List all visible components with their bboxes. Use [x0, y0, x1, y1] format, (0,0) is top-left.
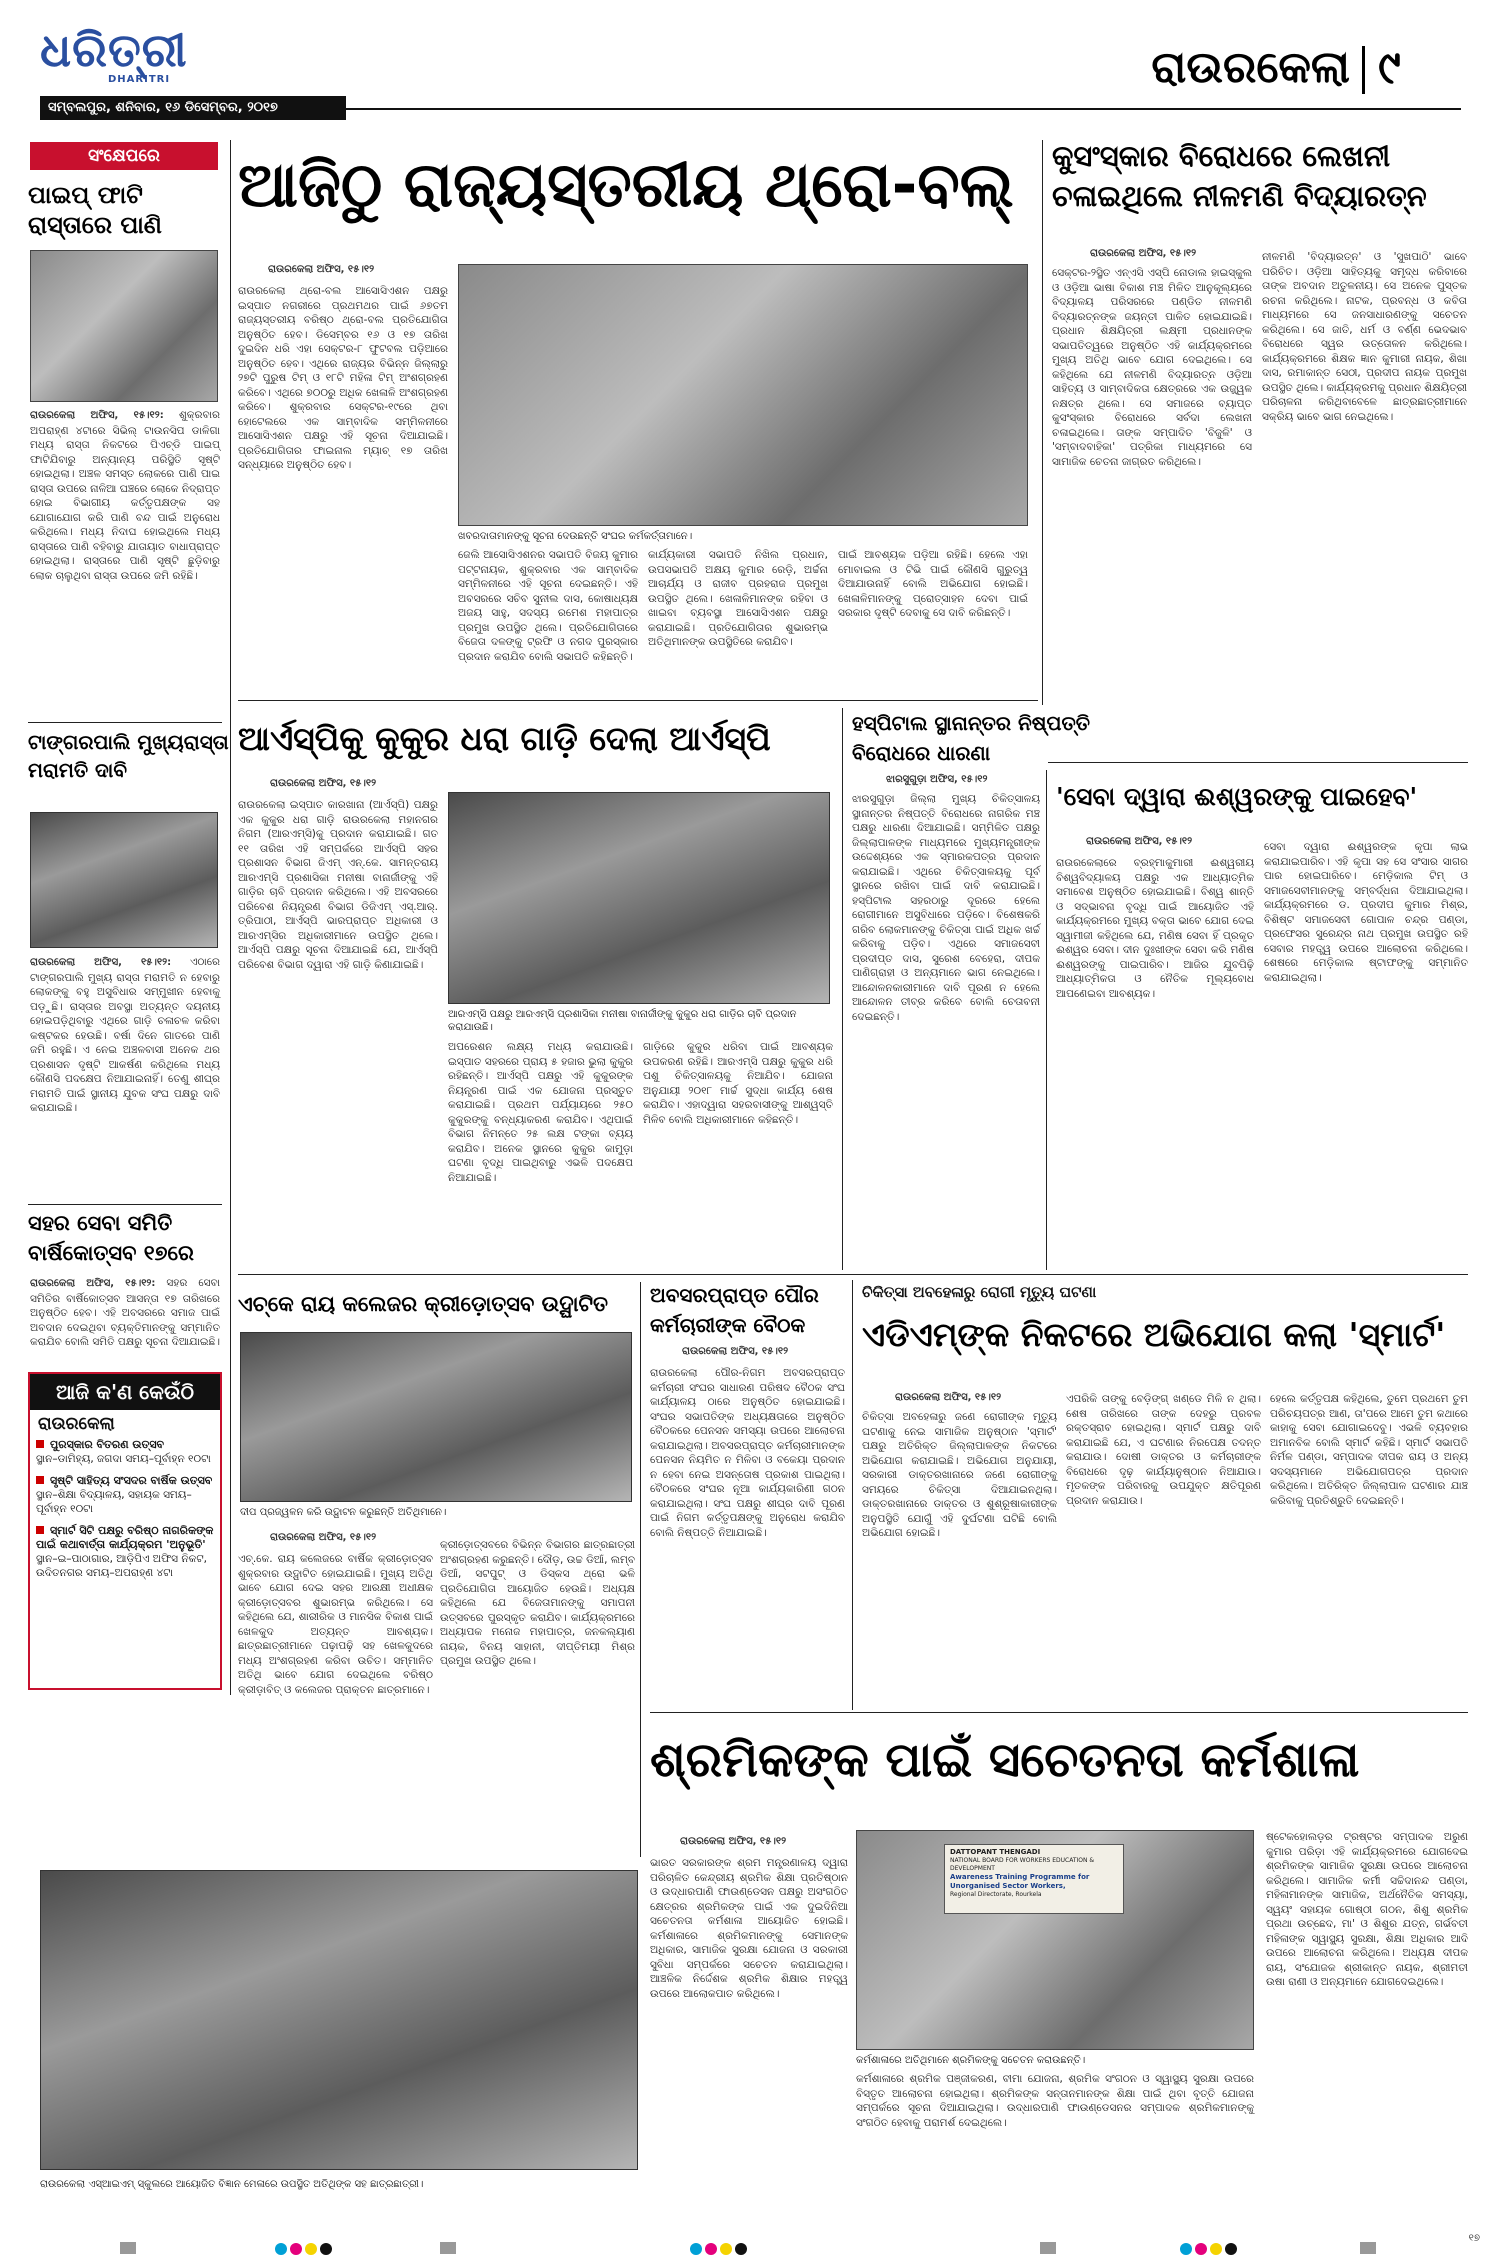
event-detail: ସ୍ଥାନ–ଇ–ପାଠାଗାର, ଆଡ଼ିପିଏ ଅଫିସ ନିକଟ, ଉଦିତନଗର ସମୟ–ଅପରାହ୍ଣ ୪ଟା [36, 1553, 207, 1579]
bullet-icon [36, 1526, 44, 1534]
briefs-tag [30, 142, 218, 170]
science-fair-photo [40, 1870, 638, 2170]
rsp-caption: ଆରଏମ୍ସି ପକ୍ଷରୁ ଆରଏମ୍ସି ପ୍ରଶାସିକା ମନୀଷା ବାନାର୍ଜୀଙ୍କୁ କୁକୁର ଧରା ଗାଡ଼ିର ଚାବି ପ୍ରଦାନ କରାଯାଉଛି। [448, 1009, 797, 1033]
brief-headline-line1: ପାଇପ୍ ଫାଟି [28, 181, 143, 209]
event-item [36, 1474, 214, 1516]
hospital-headline-line1: ହସ୍ପିଟାଲ ସ୍ଥାନାନ୍ତର ନିଷ୍ପତ୍ତି [852, 711, 1091, 735]
banner-line2: Awareness Training Programme for [950, 1873, 1090, 1881]
hcroy-body-col2: କ୍ରୀଡ଼ୋତ୍ସବରେ ବିଭିନ୍ନ ବିଭାଗର ଛାତ୍ରଛାତ୍ରୀ ଅଂଶଗ୍ରହଣ କରୁଛନ୍ତି। ଦୌଡ଼, ଉଚ୍ଚ ଡିଆଁ, ଲମ୍ବ ଡିଆଁ, ସଟପୁଟ୍ ଓ ଡିସ୍କସ ଥ୍ରୋ ଭଳି ପ୍ରତିଯୋଗିତା ଆୟୋଜିତ ହେଉଛି। ଅଧ୍ୟକ୍ଷ କହିଥିଲେ ଯେ ବିଜେତାମାନଙ୍କୁ ସମାପନୀ ଉତ୍ସବରେ ପୁରସ୍କୃତ କରାଯିବ। କାର୍ଯ୍ୟକ୍ରମରେ ଅଧ୍ୟାପକ ମନୋଜ ମହାପାତ୍ର, ଜନକଲ୍ୟାଣ ନାୟକ, ବିନୟ ସାହାନୀ, ଦୀପ୍ତିମୟୀ ମିଶ୍ର ପ୍ରମୁଖ ଉପସ୍ଥିତ ଥିଲେ। [440, 1539, 635, 1667]
workers-headline-block [650, 1720, 1468, 1800]
bullet-icon [36, 1440, 44, 1448]
sidebar-rule [28, 722, 222, 723]
brief-road-repair [28, 728, 228, 784]
seva-headline-block [1056, 772, 1468, 822]
masthead-logo-block [40, 22, 270, 100]
column-rule [852, 1280, 853, 1710]
brief-samiti [28, 1208, 228, 1268]
rsp-headline-block [238, 708, 843, 770]
column-rule [1042, 140, 1043, 705]
hcroy-headline-block [238, 1282, 636, 1326]
rsp-body-col3: ଗାଡ଼ିରେ କୁକୁର ଧରିବା ପାଇଁ ଆବଶ୍ୟକ ଉପକରଣ ରହିଛି। ଆରଏମ୍ସି ପକ୍ଷରୁ କୁକୁର ଧରି ପଶୁ ଚିକିତ୍ସାଳୟକୁ ନିଆଯିବ। ଯୋଜନା ଅନୁଯାୟୀ ୨୦୧୮ ମାର୍ଚ୍ଚ ସୁଦ୍ଧା କାର୍ଯ୍ୟ ଶେଷ କରାଯିବ। ଏହାଦ୍ୱାରା ସହରବାସୀଙ୍କୁ ଆଶ୍ୱସ୍ତି ମିଳିବ ବୋଲି ଅଧିକାରୀମାନେ କହିଛନ୍ତି। [643, 1041, 833, 1126]
rsp-body-col2: ଅପରେଶନ ଲକ୍ଷ୍ୟ ମଧ୍ୟ କରାଯାଉଛି। ଇସ୍ପାତ ସହରରେ ପ୍ରାୟ ୫ ହଜାର ଭୁଲା କୁକୁର ରହିଛନ୍ତି। ଆର୍ଏସ୍ପି ପକ୍ଷରୁ ଏହି କୁକୁରଙ୍କ ନିୟନ୍ତ୍ରଣ ପାଇଁ ଏକ ଯୋଜନା ପ୍ରସ୍ତୁତ କରାଯାଇଛି। ପ୍ରଥମ ପର୍ଯ୍ୟାୟରେ ୨୫୦ କୁକୁରଙ୍କୁ ବନ୍ଧ୍ୟାକରଣ କରାଯିବ। ଏଥିପାଇଁ ବିଭାଗ ନିମନ୍ତେ ୨୫ ଲକ୍ଷ ଟଙ୍କା ବ୍ୟୟ କରାଯିବ। ଅନେକ ସ୍ଥାନରେ କୁକୁର କାମୁଡ଼ା ଘଟଣା ବୃଦ୍ଧି ପାଇଥିବାରୁ ଏଭଳି ପଦକ୍ଷେପ ନିଆଯାଇଛି। [448, 1041, 633, 1184]
brief-samiti-body [30, 1276, 220, 1360]
brief-body: ଶୁକ୍ରବାର ଅପରାହ୍ଣ ୪ଟାରେ ସିଭିଲ୍ ଟାଉନସିପ ଡାଳିଗା ମଧ୍ୟ ରାସ୍ତା ନିକଟରେ ପିଏଚ୍ଡି ପାଇପ୍ ଫାଟିଯିବାରୁ ଅନ୍ୟାନ୍ୟ ପରିସ୍ଥିତି ସୃଷ୍ଟି ହୋଇଥିଲା। ଅଞ୍ଚଳ ସମସ୍ତ ଲୋକରେ ପାଣି ପାଇ ରାସ୍ତା ଉପରେ ନାଳିଆ ଘଞ୍ଚରେ ଲୋକେ ନିଦ୍ରାପ୍ତ ହୋଇ ବିଭାଗୀୟ କର୍ତ୍ତୃପକ୍ଷଙ୍କ ସହ ଯୋଗାଯୋଗ କରି ପାଣି ବନ୍ଦ ପାଇଁ ଅନୁରୋଧ କରିଥିଲେ। ମଧ୍ୟ ନିଦାଘ ହୋଇଥିଲେ ମଧ୍ୟ ରାସ୍ତାରେ ପାଣି ବହିବାରୁ ଯାତାୟାତ ବାଧାପ୍ରାପ୍ତ ହୋଇଥିଲା। ରାସ୍ତାରେ ପାଣି ସୃଷ୍ଟି ଛୁଡ଼ିବାରୁ ଲୋକ ଚାଲୁଥିବା ରାସ୍ତା ଉପରେ ଜମି ରହିଛି। [30, 409, 220, 582]
reg-mark-icon [1360, 2242, 1376, 2254]
superstition-headline-line1: କୁସଂସ୍କାର ବିରୋଧରେ ଲେଖନୀ [1052, 139, 1391, 173]
brief-dateline: ରାଉରକେଲା ଅଫିସ, ୧୫।୧୨: [30, 957, 172, 968]
hospital-headline-block [852, 708, 1091, 768]
throwball-body-col2: ଜେଲି ଆସୋସିଏଶନର ସଭାପତି ବିଜୟ କୁମାର ପଟ୍ଟନାୟକ, ଶୁକ୍ରବାର ଏକ ସାମ୍ବାଦିକ ସମ୍ମିଳନୀରେ ଏହି ସୂଚନା ଦେଇଛନ୍ତି। ଏହି ଅବସରରେ ସଚିବ ସୁନୀଲ ଦାସ, କୋଷାଧ୍ୟକ୍ଷ ଅଜୟ ସାହୁ, ସଦସ୍ୟ ରମେଶ ମହାପାତ୍ର ପ୍ରମୁଖ ଉପସ୍ଥିତ ଥିଲେ। ପ୍ରତିଯୋଗିତାରେ ବିଜେତା ଦଳଙ୍କୁ ଟ୍ରଫି ଓ ନଗଦ ପୁରସ୍କାର ପ୍ରଦାନ କରାଯିବ ବୋଲି ସଭାପତି କହିଛନ୍ତି। [458, 549, 638, 663]
hcroy-headline: ଏଚ୍କେ ରାୟ କଲେଜର କ୍ରୀଡ଼ୋତ୍ସବ ଉଦ୍ଘାଟିତ [238, 1292, 609, 1316]
brief-dateline: ରାଉରକେଲା ଅଫିସ, ୧୫।୧୨: [30, 410, 164, 421]
brief-body: ଏଠାରେ ଟାଙ୍ଗରପାଲି ମୁଖ୍ୟ ରାସ୍ତା ମରାମତି ନ ହେବାରୁ ଲୋକଙ୍କୁ ବହୁ ଅସୁବିଧାର ସମ୍ମୁଖୀନ ହେବାକୁ ପଡ଼ୁଛି। ରାସ୍ତାର ଅବସ୍ଥା ଅତ୍ୟନ୍ତ ଦୟନୀୟ ହୋଇପଡ଼ିଥିବାରୁ ଏଥିରେ ଗାଡ଼ି ଚଳାଚଳ କରିବା କଷ୍ଟକର ହେଉଛି। ବର୍ଷା ଦିନେ ଗାତରେ ପାଣି ଜମି ରହୁଛି। ଏ ନେଇ ଅଞ୍ଚଳବାସୀ ଅନେକ ଥର ପ୍ରଶାସନ ଦୃଷ୍ଟି ଆକର୍ଷଣ କରିଥିଲେ ମଧ୍ୟ କୌଣସି ପଦକ୍ଷେପ ନିଆଯାଇନାହିଁ। ତେଣୁ ଶୀଘ୍ର ମରାମତି ପାଇଁ ସ୍ଥାନୀୟ ଯୁବକ ସଂଘ ପକ୍ଷରୁ ଦାବି କରାଯାଇଛି। [30, 956, 220, 1114]
reg-mark-icon [440, 2242, 456, 2254]
brief-headline-line1: ସହର ସେବା ସମିତି [28, 1211, 173, 1235]
story-rule [1048, 762, 1468, 763]
workers-body-col1: ଭାରତ ସରକାରଙ୍କ ଶ୍ରମ ମନ୍ତ୍ରଣାଳୟ ଦ୍ୱାରା ପରିଚାଳିତ କେନ୍ଦ୍ରୀୟ ଶ୍ରମିକ ଶିକ୍ଷା ପ୍ରତିଷ୍ଠାନ ଓ ଉଦ୍ଧାରପାଣି ଫାଉଣ୍ଡେସନ ପକ୍ଷରୁ ଅସଂଗଠିତ କ୍ଷେତ୍ରର ଶ୍ରମିକଙ୍କ ପାଇଁ ଏକ ଦୁଇଦିନିଆ ସଚେତନତା କର୍ମଶାଳା ଆୟୋଜିତ ହୋଇଛି। କର୍ମଶାଳାରେ ଶ୍ରମିକମାନଙ୍କୁ ସେମାନଙ୍କ ଅଧିକାର, ସାମାଜିକ ସୁରକ୍ଷା ଯୋଜନା ଓ ସରକାରୀ ସୁବିଧା ସମ୍ପର୍କରେ ସଚେତନ କରାଯାଇଥିଲା। ଆଞ୍ଚଳିକ ନିର୍ଦ୍ଦେଶକ ଶ୍ରମିକ ଶିକ୍ଷାର ମହତ୍ତ୍ୱ ଉପରେ ଆଲୋକପାତ କରିଥିଲେ। [650, 1857, 848, 2000]
story-rule [238, 1274, 1468, 1275]
color-dots-icon [275, 2240, 335, 2259]
seva-body-col1: ରାଉରକେଲାରେ ବ୍ରହ୍ମାକୁମାରୀ ଈଶ୍ୱରୀୟ ବିଶ୍ୱବିଦ୍ୟାଳୟ ପକ୍ଷରୁ ଏକ ଆଧ୍ୟାତ୍ମିକ ସମାବେଶ ଅନୁଷ୍ଠିତ ହୋଇଯାଇଛି। ବିଶ୍ୱ ଶାନ୍ତି ଓ ସଦ୍ଭାବନା ବୃଦ୍ଧି ପାଇଁ ଆୟୋଜିତ ଏହି କାର୍ଯ୍ୟକ୍ରମରେ ମୁଖ୍ୟ ବକ୍ତା ଭାବେ ଯୋଗ ଦେଇ ସ୍ୱାମୀଜୀ କହିଥିଲେ ଯେ, ମଣିଷ ସେବା ହିଁ ପ୍ରକୃତ ଈଶ୍ୱର ସେବା। ଦୀନ ଦୁଃଖୀଙ୍କ ସେବା କରି ମଣିଷ ଈଶ୍ୱରଙ୍କୁ ପାଇପାରିବ। ଆଜିର ଯୁବପିଢ଼ି ଆଧ୍ୟାତ୍ମିକତା ଓ ନୈତିକ ମୂଲ୍ୟବୋଧ ଆପଣେଇବା ଆବଶ୍ୟକ। [1056, 857, 1254, 1000]
science-fair-caption: ରାଉରକେଲା ଏସ୍ଆଇଏମ୍ ସ୍କୁଲରେ ଆୟୋଜିତ ବିଜ୍ଞାନ ମେଳାରେ ଉପସ୍ଥିତ ଅତିଥିଙ୍କ ସହ ଛାତ୍ରଛାତ୍ରୀ। [40, 2179, 424, 2190]
column-rule [842, 708, 843, 1270]
story-rule [238, 700, 1038, 701]
throwball-body-col1: ରାଉରକେଲା ଥ୍ରୋ-ବଲ ଆସୋସିଏଶନ ପକ୍ଷରୁ ଇସ୍ପାତ ନଗରୀରେ ପ୍ରଥମଥର ପାଇଁ ୬୭ତମ ରାଜ୍ୟସ୍ତରୀୟ ବରିଷ୍ଠ ଥ୍ରୋ-ବଲ ପ୍ରତିଯୋଗିତା ଅନୁଷ୍ଠିତ ହେବ। ଡିସେମ୍ବର ୧୬ ଓ ୧୭ ତାରିଖ ଦୁଇଦିନ ଧରି ଏହା ସେକ୍ଟର-୮ ଫୁଟବଲ ପଡ଼ିଆରେ ଅନୁଷ୍ଠିତ ହେବ। ଏଥିରେ ରାଜ୍ୟର ବିଭିନ୍ନ ଜିଲ୍ଲାରୁ ୨୭ଟି ପୁରୁଷ ଟିମ୍ ଓ ୧୮ଟି ମହିଳା ଟିମ୍ ଅଂଶଗ୍ରହଣ କରିବେ। ଏଥିରେ ୭୦୦ରୁ ଅଧିକ ଖେଳାଳି ଅଂଶଗ୍ରହଣ କରିବେ। ଶୁକ୍ରବାର ସେକ୍ଟର-୧୯ରେ ଥିବା ହୋଟେଲରେ ଏକ ସାମ୍ବାଦିକ ସମ୍ମିଳନୀରେ ଆସୋସିଏଶନ ପକ୍ଷରୁ ଏହି ସୂଚନା ଦିଆଯାଇଛି। ପ୍ରତିଯୋଗିତାର ଫାଇନାଲ ମ୍ୟାଚ୍ ୧୭ ତାରିଖ ସନ୍ଧ୍ୟାରେ ଅନୁଷ୍ଠିତ ହେବ। [238, 285, 448, 471]
superstition-headline-block [1052, 136, 1472, 216]
brief-pipe-burst [28, 180, 228, 240]
smart-kicker [862, 1282, 1262, 1301]
dateline-bar [40, 96, 346, 120]
brief-road-repair-body [30, 955, 220, 1200]
hcroy-caption: ଦୀପ ପ୍ରଜ୍ୱଳନ କରି ଉଦ୍ଘାଟନ କରୁଛନ୍ତି ଅତିଥିମାନେ। [240, 1507, 447, 1518]
throwball-headline-block [238, 130, 1043, 240]
rsp-dateline: ରାଉରକେଲା ଅଫିସ, ୧୫।୧୨ [270, 778, 377, 789]
section-title-block [1050, 38, 1350, 98]
page-number-block [1378, 36, 1458, 98]
newspaper-logo-sub: DHARITRI [108, 74, 171, 85]
event-name: ସ୍ମାର୍ଟ ସିଟି ପକ୍ଷରୁ ବରିଷ୍ଠ ନାଗରିକଙ୍କ ପାଇଁ କଥାବାର୍ତ୍ତା କାର୍ଯ୍ୟକ୍ରମ 'ଅନୁଭୂତି' [36, 1524, 214, 1551]
throwball-caption: ଖବରଦାତାମାନଙ୍କୁ ସୂଚନା ଦେଉଛନ୍ତି ସଂଘର କର୍ମକର୍ତ୍ତାମାନେ। [458, 531, 693, 542]
event-name: ପୁରସ୍କାର ବିତରଣ ଉତ୍ସବ [50, 1438, 165, 1451]
banner-line4: Regional Directorate, Rourkela [950, 1891, 1042, 1898]
rsp-body-col1: ରାଉରକେଲା ଇସ୍ପାତ କାରଖାନା (ଆର୍ଏସ୍ପି) ପକ୍ଷରୁ ଏକ କୁକୁର ଧରା ଗାଡ଼ି ରାଉରକେଲା ମହାନଗର ନିଗମ (ଆରଏମ୍ସି)କୁ ପ୍ରଦାନ କରାଯାଇଛି। ଗତ ୧୧ ତାରିଖ ଏହି ସମ୍ପର୍କରେ ଆର୍ଏସ୍ପି ସହର ପ୍ରଶାସନ ବିଭାଗ ଜିଏମ୍ ଏନ୍.କେ. ସାମନ୍ତରାୟ ଆରଏମ୍ସି ପ୍ରଶାସିକା ମନୀଷା ବାନାର୍ଜୀଙ୍କୁ ଏହି ଗାଡ଼ିର ଚାବି ପ୍ରଦାନ କରିଥିଲେ। ଏହି ଅବସରରେ ପରିବେଶ ନିୟନ୍ତ୍ରଣ ବିଭାଗ ଡିଜିଏମ୍ ଏସ୍.ଆର୍. ତ୍ରିପାଠୀ, ଆର୍ଏସ୍ପି ଭାରପ୍ରାପ୍ତ ଅଧିକାରୀ ଓ ଆରଏମ୍ସିର ଅଧିକାରୀମାନେ ଉପସ୍ଥିତ ଥିଲେ। ଆର୍ଏସ୍ପି ପକ୍ଷରୁ ସୂଚନା ଦିଆଯାଇଛି ଯେ, ଆର୍ଏସ୍ପି ପରିବେଶ ବିଭାଗ ଦ୍ୱାରା ଏହି ଗାଡ଼ି କିଣାଯାଇଛି। [238, 799, 438, 971]
workers-body-col3: ଷ୍ଟେକହୋଲଡ଼ର ଟ୍ରଷ୍ଟର ସମ୍ପାଦକ ଅରୁଣ କୁମାର ପରିଡ଼ା ଏହି କାର୍ଯ୍ୟକ୍ରମରେ ଯୋଗଦେଇ ଶ୍ରମିକଙ୍କ ସାମାଜିକ ସୁରକ୍ଷା ଉପରେ ଆଲୋଚନା କରିଥିଲେ। ସାମାଜିକ କର୍ମୀ ସଚ୍ଚିଦାନନ୍ଦ ପଣ୍ଡା, ମହିଳାମାନଙ୍କ ସାମାଜିକ, ଅର୍ଥନୈତିକ ସମସ୍ୟା, ସ୍ୱୟଂ ସହାୟକ ଗୋଷ୍ଠୀ ଗଠନ, ଶିଶୁ ଶ୍ରମିକ ପ୍ରଥା ଉଚ୍ଛେଦ, ମା' ଓ ଶିଶୁର ଯତ୍ନ, ଗର୍ଭବତୀ ମହିଳାଙ୍କ ସ୍ୱାସ୍ଥ୍ୟ ସୁରକ୍ଷା, ଶିକ୍ଷା ଅଧିକାର ଆଦି ଉପରେ ଆଲୋଚନା କରିଥିଲେ। ଅଧ୍ୟକ୍ଷ ଦୀପକ ରାୟ, ସଂଯୋଜକ ଶ୍ରୀକାନ୍ତ ନାୟକ, ଶ୍ରୀମତୀ ଉଷା ରାଣୀ ଓ ଅନ୍ୟମାନେ ଯୋଗଦେଇଥିଲେ। [1266, 1831, 1468, 1988]
brief-dateline: ରାଉରକେଲା ଅଫିସ, ୧୫।୧୨: [30, 1278, 156, 1289]
banner-title: DATTOPANT THENGADI [950, 1848, 1041, 1856]
column-rule [230, 140, 231, 1695]
events-list [30, 1438, 220, 1580]
brief-headline-line1: ଟାଙ୍ଗରପାଲି ମୁଖ୍ୟରାସ୍ତା [28, 730, 229, 754]
footer-page-ref-text: ୧୭ [1468, 2233, 1480, 2244]
color-dots-icon [690, 2240, 750, 2259]
smart-kicker-text: ଚିକିତ୍ସା ଅବହେଳାରୁ ରୋଗୀ ମୃତ୍ୟୁ ଘଟଣା [862, 1283, 1097, 1301]
section-title: ରାଉରକେଲା [1151, 42, 1350, 93]
throwball-body-col3: କାର୍ଯ୍ୟକାରୀ ସଭାପତି ନିଖିଲ ପ୍ରଧାନ, ଉପସଭାପତି ଅକ୍ଷୟ କୁମାର ରେଡ଼ି, ଅର୍ଚ୍ଚନା ଆଚାର୍ଯ୍ୟ ଓ ରାଜୀବ ପ୍ରହରାଜ ପ୍ରମୁଖ ଉପସ୍ଥିତ ଥିଲେ। ଖେଳାଳିମାନଙ୍କ ରହିବା ଓ ଖାଇବା ବ୍ୟବସ୍ଥା ଆସୋସିଏଶନ ପକ୍ଷରୁ କରାଯାଇଛି। ପ୍ରତିଯୋଗିତାର ଶୁଭାରମ୍ଭ ଅତିଥିମାନଙ୍କ ଉପସ୍ଥିତିରେ କରାଯିବ। [648, 549, 828, 648]
seva-headline: 'ସେବା ଦ୍ୱାରା ଈଶ୍ୱରଙ୍କୁ ପାଇହେବ' [1056, 782, 1418, 811]
smart-headline-block [862, 1304, 1468, 1366]
pensioners-dateline: ରାଉରକେଲା ଅଫିସ, ୧୫।୧୨ [682, 1346, 789, 1357]
event-item [36, 1524, 214, 1580]
seva-dateline: ରାଉରକେଲା ଅଫିସ, ୧୫।୧୨ [1086, 836, 1193, 847]
event-item [36, 1438, 214, 1466]
hcroy-body-col1: ଏଚ୍.କେ. ରାୟ କଲେଜରେ ବାର୍ଷିକ କ୍ରୀଡ଼ୋତ୍ସବ ଶୁକ୍ରବାର ଉଦ୍ଘାଟିତ ହୋଇଯାଇଛି। ମୁଖ୍ୟ ଅତିଥି ଭାବେ ଯୋଗ ଦେଇ ସହର ଆରକ୍ଷୀ ଅଧୀକ୍ଷକ କ୍ରୀଡ଼ୋତ୍ସବର ଶୁଭାରମ୍ଭ କରିଥିଲେ। ସେ କହିଥିଲେ ଯେ, ଶାରୀରିକ ଓ ମାନସିକ ବିକାଶ ପାଇଁ ଖେଳକୁଦ ଅତ୍ୟନ୍ତ ଆବଶ୍ୟକ। ଛାତ୍ରଛାତ୍ରୀମାନେ ପଢ଼ାପଢ଼ି ସହ ଖେଳକୁଦରେ ମଧ୍ୟ ଅଂଶଗ୍ରହଣ କରିବା ଉଚିତ। ସମ୍ମାନିତ ଅତିଥି ଭାବେ ଯୋଗ ଦେଇଥିଲେ ବରିଷ୍ଠ କ୍ରୀଡ଼ାବିତ୍ ଓ କଲେଜର ପ୍ରାକ୍ତନ ଛାତ୍ରମାନେ। [238, 1553, 433, 1696]
smart-body-col1: ଚିକିତ୍ସା ଅବହେଳାରୁ ଜଣେ ରୋଗୀଙ୍କ ମୃତ୍ୟୁ ଘଟଣାକୁ ନେଇ ସାମାଜିକ ଅନୁଷ୍ଠାନ 'ସ୍ମାର୍ଟ' ପକ୍ଷରୁ ଅତିରିକ୍ତ ଜିଲ୍ଲାପାଳଙ୍କ ନିକଟରେ ଅଭିଯୋଗ କରାଯାଇଛି। ଅଭିଯୋଗ ଅନୁଯାୟୀ, ସରକାରୀ ଡାକ୍ତରଖାନାରେ ଜଣେ ରୋଗୀଙ୍କୁ ସମୟରେ ଚିକିତ୍ସା ଦିଆଯାଇନଥିଲା। ଡାକ୍ତରଖାନାରେ ଡାକ୍ତର ଓ ଶୁଶ୍ରୂଷାକାରୀଙ୍କ ଅନୁପସ୍ଥିତି ଯୋଗୁଁ ଏହି ଦୁର୍ଘଟଣା ଘଟିଛି ବୋଲି ଅଭିଯୋଗ ହୋଇଛି। [862, 1411, 1057, 1539]
banner-line1: NATIONAL BOARD FOR WORKERS EDUCATION & DEVELOPMENT [950, 1857, 1095, 1872]
events-city: ରାଉରକେଲା [38, 1414, 115, 1434]
workers-body-col2: କର୍ମଶାଳାରେ ଶ୍ରମିକ ପଞ୍ଜୀକରଣ, ବୀମା ଯୋଜନା, ଶ୍ରମିକ ସଂଗଠନ ଓ ସ୍ୱାସ୍ଥ୍ୟ ସୁରକ୍ଷା ଉପରେ ବିସ୍ତୃତ ଆଲୋଚନା ହୋଇଥିଲା। ଶ୍ରମିକଙ୍କ ସନ୍ତାନମାନଙ୍କ ଶିକ୍ଷା ପାଇଁ ଥିବା ବୃତ୍ତି ଯୋଜନା ସମ୍ପର୍କରେ ସୂଚନା ଦିଆଯାଇଥିଲା। ଉଦ୍ଧାରପାଣି ଫାଉଣ୍ଡେସନର ସମ୍ପାଦକ ଶ୍ରମିକମାନଙ୍କୁ ସଂଗଠିତ ହେବାକୁ ପରାମର୍ଶ ଦେଇଥିଲେ। [856, 2073, 1254, 2129]
superstition-body-col1: ସେକ୍ଟର-୨ସ୍ଥିତ ଏନ୍ଏସି ଏସ୍ପି ନୋଡାଲ ହାଇସ୍କୁଲ ଓ ଓଡ଼ିଆ ଭାଷା ବିକାଶ ମଞ୍ଚ ମିଳିତ ଆନୁକୂଲ୍ୟରେ ବିଦ୍ୟାଳୟ ପରିସରରେ ପଣ୍ଡିତ ନୀଳମଣି ବିଦ୍ୟାରତ୍ନଙ୍କ ଜୟନ୍ତୀ ପାଳିତ ହୋଇଯାଇଛି। ପ୍ରଧାନ ଶିକ୍ଷୟିତ୍ରୀ ଲକ୍ଷ୍ମୀ ପ୍ରଧାନଙ୍କ ସଭାପତିତ୍ୱରେ ଅନୁଷ୍ଠିତ ଏହି କାର୍ଯ୍ୟକ୍ରମରେ ମୁଖ୍ୟ ଅତିଥି ଭାବେ ଯୋଗ ଦେଇଥିଲେ। ସେ କହିଥିଲେ ଯେ ନୀଳମଣି ବିଦ୍ୟାରତ୍ନ ଓଡ଼ିଆ ସାହିତ୍ୟ ଓ ସାମ୍ବାଦିକତା କ୍ଷେତ୍ରରେ ଏକ ଉଜ୍ଜ୍ୱଳ ନକ୍ଷତ୍ର ଥିଲେ। ସେ ସମାଜରେ ବ୍ୟାପ୍ତ କୁସଂସ୍କାର ବିରୋଧରେ ସର୍ବଦା ଲେଖନୀ ଚଳାଇଥିଲେ। ତାଙ୍କ ସମ୍ପାଦିତ 'ବିଜୁଳି' ଓ 'ସମ୍ବାଦବାହିକା' ପତ୍ରିକା ମାଧ୍ୟମରେ ସେ ସାମାଜିକ ଚେତନା ଜାଗ୍ରତ କରିଥିଲେ। [1052, 267, 1252, 468]
throwball-dateline: ରାଉରକେଲା ଅଫିସ, ୧୫।୧୨ [268, 264, 375, 275]
masthead-rule [346, 108, 1461, 110]
brief-headline-line2: ମରାମତି ଦାବି [28, 758, 128, 782]
smart-headline: ଏଡିଏମ୍ଙ୍କ ନିକଟରେ ଅଭିଯୋଗ କଲା 'ସ୍ମାର୍ଟ' [862, 1315, 1446, 1354]
event-name: ସୃଷ୍ଟି ସାହିତ୍ୟ ସଂସଦର ବାର୍ଷିକ ଉତ୍ସବ [50, 1474, 213, 1487]
road-photo [30, 812, 218, 948]
hcroy-dateline: ରାଉରକେଲା ଅଫିସ, ୧୫।୧୨ [270, 1532, 377, 1543]
column-rule [1046, 770, 1047, 1270]
workers-caption: କର୍ମଶାଳାରେ ଅତିଥିମାନେ ଶ୍ରମିକଙ୍କୁ ସଚେତନ କରାଉଛନ୍ତି। [856, 2055, 1086, 2066]
reg-mark-icon [1040, 2242, 1056, 2254]
superstition-headline-line2: ଚଳାଇଥିଲେ ନୀଳମଣି ବିଦ୍ୟାରତ୍ନ [1052, 179, 1427, 213]
story-rule [650, 1712, 1468, 1713]
color-dots-icon [1180, 2240, 1240, 2259]
hospital-dateline: ଝାରସୁଗୁଡ଼ା ଅଫିସ, ୧୫।୧୨ [886, 774, 988, 785]
brief-body: ସହର ସେବା ସମିତିର ବାର୍ଷିକୋତ୍ସବ ଆସନ୍ତା ୧୭ ତାରିଖରେ ଅନୁଷ୍ଠିତ ହେବ। ଏହି ଅବସରରେ ସମାଜ ପାଇଁ ଅବଦାନ ଦେଇଥିବା ବ୍ୟକ୍ତିମାନଙ୍କୁ ସମ୍ମାନିତ କରାଯିବ ବୋଲି ସମିତି ପକ୍ଷରୁ ସୂଚନା ଦିଆଯାଇଛି। [30, 1277, 221, 1348]
rsp-photo [448, 792, 830, 1004]
throwball-headline: ଆଜିଠୁ ରାଜ୍ୟସ୍ତରୀୟ ଥ୍ରୋ-ବଲ୍ [238, 148, 1014, 221]
events-title: ଆଜି କ'ଣ କେଉଁଠି [56, 1380, 194, 1404]
pensioners-headline-line1: ଅବସରପ୍ରାପ୍ତ ପୌର [650, 1283, 819, 1307]
superstition-body-col2: ନୀଳମଣି 'ବିଦ୍ୟାରତ୍ନ' ଓ 'ସୁଖପାଠି' ଭାବେ ପରିଚିତ। ଓଡ଼ିଆ ସାହିତ୍ୟକୁ ସମୃଦ୍ଧ କରିବାରେ ତାଙ୍କ ଅବଦାନ ଅତୁଳନୀୟ। ସେ ଅନେକ ପୁସ୍ତକ ରଚନା କରିଥିଲେ। ନାଟକ, ପ୍ରବନ୍ଧ ଓ କବିତା ମାଧ୍ୟମରେ ସେ ଜନସାଧାରଣଙ୍କୁ ସଚେତନ କରିଥିଲେ। ସେ ଜାତି, ଧର୍ମ ଓ ବର୍ଣ୍ଣ ଭେଦଭାବ ବିରୋଧରେ ସ୍ୱର ଉତ୍ତୋଳନ କରିଥିଲେ। କାର୍ଯ୍ୟକ୍ରମରେ ଶିକ୍ଷକ ଜ୍ଞାନ କୁମାରୀ ନାୟକ, ଶିଖା ଦାସ, ରମାକାନ୍ତ ସେଠୀ, ପ୍ରଦୀପ ନାୟକ ପ୍ରମୁଖ ଉପସ୍ଥିତ ଥିଲେ। କାର୍ଯ୍ୟକ୍ରମକୁ ପ୍ରଧାନ ଶିକ୍ଷୟିତ୍ରୀ ପରିଚାଳନା କରିଥିବାବେଳେ ଛାତ୍ରଛାତ୍ରୀମାନେ ସକ୍ରିୟ ଭାବେ ଭାଗ ନେଇଥିଲେ। [1262, 251, 1467, 423]
brief-headline-line2: ରାସ୍ତାରେ ପାଣି [28, 211, 162, 239]
issue-dateline: ସମ୍ବଲପୁର, ଶନିବାର, ୧୬ ଡିସେମ୍ବର, ୨୦୧୭ [48, 100, 278, 115]
superstition-dateline: ରାଉରକେଲା ଅଫିସ, ୧୫।୧୨ [1090, 248, 1197, 259]
event-detail: ସ୍ଥାନ–ଡାମିହ୍ୟ, ଜଗଦା ସମୟ–ପୂର୍ବାହ୍ନ ୧୦ଟା [36, 1453, 211, 1465]
smart-body-col2: ଏପରିକି ତାଙ୍କୁ ବେଡ଼ିଙ୍ଗ୍ ଖଣ୍ଡେ ମିଳି ନ ଥିଲା। ଶେଷ ତାରିଖରେ ତାଙ୍କ ଦେହରୁ ପ୍ରବଳ ରକ୍ତସ୍ରାବ ହୋଇଥିଲା। ସ୍ମାର୍ଟ ପକ୍ଷରୁ ଦାବି କରାଯାଇଛି ଯେ, ଏ ଘଟଣାର ନିରପେକ୍ଷ ତଦନ୍ତ କରାଯାଉ। ଦୋଷୀ ଡାକ୍ତର ଓ କର୍ମଚାରୀଙ୍କ ବିରୋଧରେ ଦୃଢ଼ କାର୍ଯ୍ୟାନୁଷ୍ଠାନ ନିଆଯାଉ। ମୃତକଙ୍କ ପରିବାରକୁ ଉପଯୁକ୍ତ କ୍ଷତିପୂରଣ ପ୍ରଦାନ କରାଯାଉ। [1066, 1393, 1261, 1507]
smart-body-col3: ହେଲେ କର୍ତ୍ତୃପକ୍ଷ କହିଥିଲେ, ତୁମେ ପ୍ରଥମେ ତୁମ ପରିଚୟପତ୍ର ଆଣ, ତା'ପରେ ଆମେ ତୁମ କଥାରେ କାହାକୁ ସେବା ଯୋଗାଇଦେବୁ। ଏଭଳି ବ୍ୟବହାର ଅମାନବିକ ବୋଲି ସ୍ମାର୍ଟ କହିଛି। ସ୍ମାର୍ଟ ସଭାପତି ନିର୍ମଳ ପଣ୍ଡା, ସମ୍ପାଦକ ଦୀପକ ରାୟ ଓ ଅନ୍ୟ ସଦସ୍ୟମାନେ ଅଭିଯୋଗପତ୍ର ପ୍ରଦାନ କରିଥିଲେ। ଅତିରିକ୍ତ ଜିଲ୍ଲାପାଳ ଘଟଣାର ଯାଞ୍ଚ କରିବାକୁ ପ୍ରତିଶ୍ରୁତି ଦେଇଛନ୍ତି। [1270, 1393, 1468, 1507]
workers-headline: ଶ୍ରମିକଙ୍କ ପାଇଁ ସଚେତନତା କର୍ମଶାଳା [650, 1732, 1360, 1788]
reg-mark-icon [120, 2242, 136, 2254]
sidebar-rule [28, 1204, 222, 1205]
bullet-icon [36, 1476, 44, 1484]
pensioners-body: ରାଉରକେଲା ପୌର-ନିଗମ ଅବସରପ୍ରାପ୍ତ କର୍ମଚାରୀ ସଂଘର ସାଧାରଣ ପରିଷଦ ବୈଠକ ସଂଘ କାର୍ଯ୍ୟାଳୟ ଠାରେ ଅନୁଷ୍ଠିତ ହୋଇଯାଇଛି। ସଂଘର ସଭାପତିଙ୍କ ଅଧ୍ୟକ୍ଷତାରେ ଅନୁଷ୍ଠିତ ବୈଠକରେ ପେନସନ ସମସ୍ୟା ଉପରେ ଆଲୋଚନା କରାଯାଇଥିଲା। ଅବସରପ୍ରାପ୍ତ କର୍ମଚାରୀମାନଙ୍କ ପେନସନ ନିୟମିତ ନ ମିଳିବା ଓ ବକେୟା ପ୍ରଦାନ ନ ହେବା ନେଇ ଅସନ୍ତୋଷ ପ୍ରକାଶ ପାଇଥିଲା। ବୈଠକରେ ସଂଘର ନୂଆ କାର୍ଯ୍ୟକାରିଣୀ ଗଠନ କରାଯାଇଥିଲା। ସଂଘ ପକ୍ଷରୁ ଶୀଘ୍ର ଦାବି ପୂରଣ ପାଇଁ ନିଗମ କର୍ତ୍ତୃପକ୍ଷଙ୍କୁ ଅନୁରୋଧ କରାଯିବ ବୋଲି ନିଷ୍ପତ୍ତି ନିଆଯାଇଛି। [650, 1367, 845, 1539]
workers-dateline: ରାଉରକେଲା ଅଫିସ, ୧୫।୧୨ [680, 1836, 787, 1847]
events-title-bar [30, 1374, 220, 1410]
seva-body-col2: ସେବା ଦ୍ୱାରା ଈଶ୍ୱରଙ୍କ କୃପା ଲାଭ କରାଯାଇପାରିବ। ଏହି କୃପା ସହ ସେ ସଂସାର ସାଗର ପାର ହୋଇପାରିବେ। ମେଡ଼ିକାଲ ଟିମ୍ ଓ ସମାଜସେବୀମାନଙ୍କୁ ସମ୍ବର୍ଦ୍ଧନା ଦିଆଯାଇଥିଲା। କାର୍ଯ୍ୟକ୍ରମରେ ଡ. ପ୍ରଦୀପ କୁମାର ମିଶ୍ର, ବିଶିଷ୍ଟ ସମାଜସେବୀ ଗୋପାଳ ଚନ୍ଦ୍ର ପଣ୍ଡା, ପ୍ରଫେସର ସୁରେନ୍ଦ୍ର ନାଥ ପ୍ରମୁଖ ଉପସ୍ଥିତ ରହି ସେବାର ମହତ୍ତ୍ୱ ଉପରେ ଆଲୋଚନା କରିଥିଲେ। ଶେଷରେ ମେଡ଼ିକାଲ ଷ୍ଟାଫଙ୍କୁ ସମ୍ମାନିତ କରାଯାଇଥିଲା। [1264, 841, 1468, 984]
briefs-tag-label: ସଂକ୍ଷେପରେ [88, 146, 160, 166]
masthead-divider [1362, 46, 1365, 94]
newspaper-logo: ଧରିତ୍ରୀ [40, 23, 188, 77]
registration-marks [0, 2238, 1500, 2258]
banner-line3: Unorganised Sector Workers, [950, 1882, 1066, 1890]
smart-dateline: ରାଉରକେଲା ଅଫିସ, ୧୫।୧୨ [895, 1392, 1002, 1403]
workers-banner [944, 1844, 1124, 1914]
event-detail: ସ୍ଥାନ–ଶିକ୍ଷା ବିଦ୍ୟାଳୟ, ସହାୟକ ସମୟ–ପୂର୍ବାହ୍ନ ୧୦ଟା [36, 1489, 192, 1515]
page-number: ୯ [1378, 40, 1401, 94]
events-box [28, 1372, 222, 1690]
throwball-photo [458, 264, 1028, 526]
rsp-headline: ଆର୍ଏସ୍ପିକୁ କୁକୁର ଧରା ଗାଡ଼ି ଦେଲା ଆର୍ଏସ୍ପି [238, 719, 771, 758]
hcroy-photo [240, 1332, 632, 1502]
hospital-body: ଝାରସୁଗୁଡ଼ା ଜିଲ୍ଲା ମୁଖ୍ୟ ଚିକିତ୍ସାଳୟ ସ୍ଥାନାନ୍ତର ନିଷ୍ପତ୍ତି ବିରୋଧରେ ନାଗରିକ ମଞ୍ଚ ପକ୍ଷରୁ ଧାରଣା ଦିଆଯାଇଛି। ସମ୍ମିଳିତ ପକ୍ଷରୁ ଜିଲ୍ଲାପାଳଙ୍କ ମାଧ୍ୟମରେ ମୁଖ୍ୟମନ୍ତ୍ରୀଙ୍କ ଉଦ୍ଦେଶ୍ୟରେ ଏକ ସ୍ମାରକପତ୍ର ପ୍ରଦାନ କରାଯାଇଛି। ଏଥିରେ ଚିକିତ୍ସାଳୟକୁ ପୂର୍ବ ସ୍ଥାନରେ ରଖିବା ପାଇଁ ଦାବି କରାଯାଇଛି। ହସ୍ପିଟାଲ ସହରଠାରୁ ଦୂରରେ ହେଲେ ରୋଗୀମାନେ ଅସୁବିଧାରେ ପଡ଼ିବେ। ବିଶେଷକରି ଗରିବ ଲୋକମାନଙ୍କୁ ଚିକିତ୍ସା ପାଇଁ ଅଧିକ ଖର୍ଚ୍ଚ କରିବାକୁ ପଡ଼ିବ। ଏଥିରେ ସମାଜସେବୀ ପ୍ରଦୀପ୍ତ ଦାସ, ସୁରେଶ ବେହେରା, ଦୀପକ ପାଣିଗ୍ରାହୀ ଓ ଅନ୍ୟମାନେ ଭାଗ ନେଇଥିଲେ। ଆନ୍ଦୋଳନକାରୀମାନେ ଦାବି ପୂରଣ ନ ହେଲେ ଆନ୍ଦୋଳନ ତୀବ୍ର କରିବେ ବୋଲି ଚେତାବନୀ ଦେଇଛନ୍ତି। [852, 793, 1040, 1023]
pensioners-headline-block [650, 1280, 845, 1340]
brief-headline-line2: ବାର୍ଷିକୋତ୍ସବ ୧୭ରେ [28, 1241, 194, 1265]
pensioners-headline-line2: କର୍ମଚାରୀଙ୍କ ବୈଠକ [650, 1313, 806, 1337]
hospital-headline-line2: ବିରୋଧରେ ଧାରଣା [852, 741, 991, 765]
column-rule [640, 1282, 641, 1857]
pipe-burst-photo [30, 250, 218, 402]
throwball-body-col4: ପାଇଁ ଆବଶ୍ୟକ ପଡ଼ିଆ ରହିଛି। ହେଲେ ଏହା ମୋବାଇଲ ଓ ଟିଭି ପାଇଁ କୌଣସି ଗୁରୁତ୍ୱ ଦିଆଯାଉନାହିଁ ବୋଲି ଅଭିଯୋଗ ହୋଇଛି। ଖେଳାଳିମାନଙ୍କୁ ପ୍ରୋତ୍ସାହନ ଦେବା ପାଇଁ ସରକାର ଦୃଷ୍ଟି ଦେବାକୁ ସେ ଦାବି କରିଛନ୍ତି। [838, 549, 1028, 619]
